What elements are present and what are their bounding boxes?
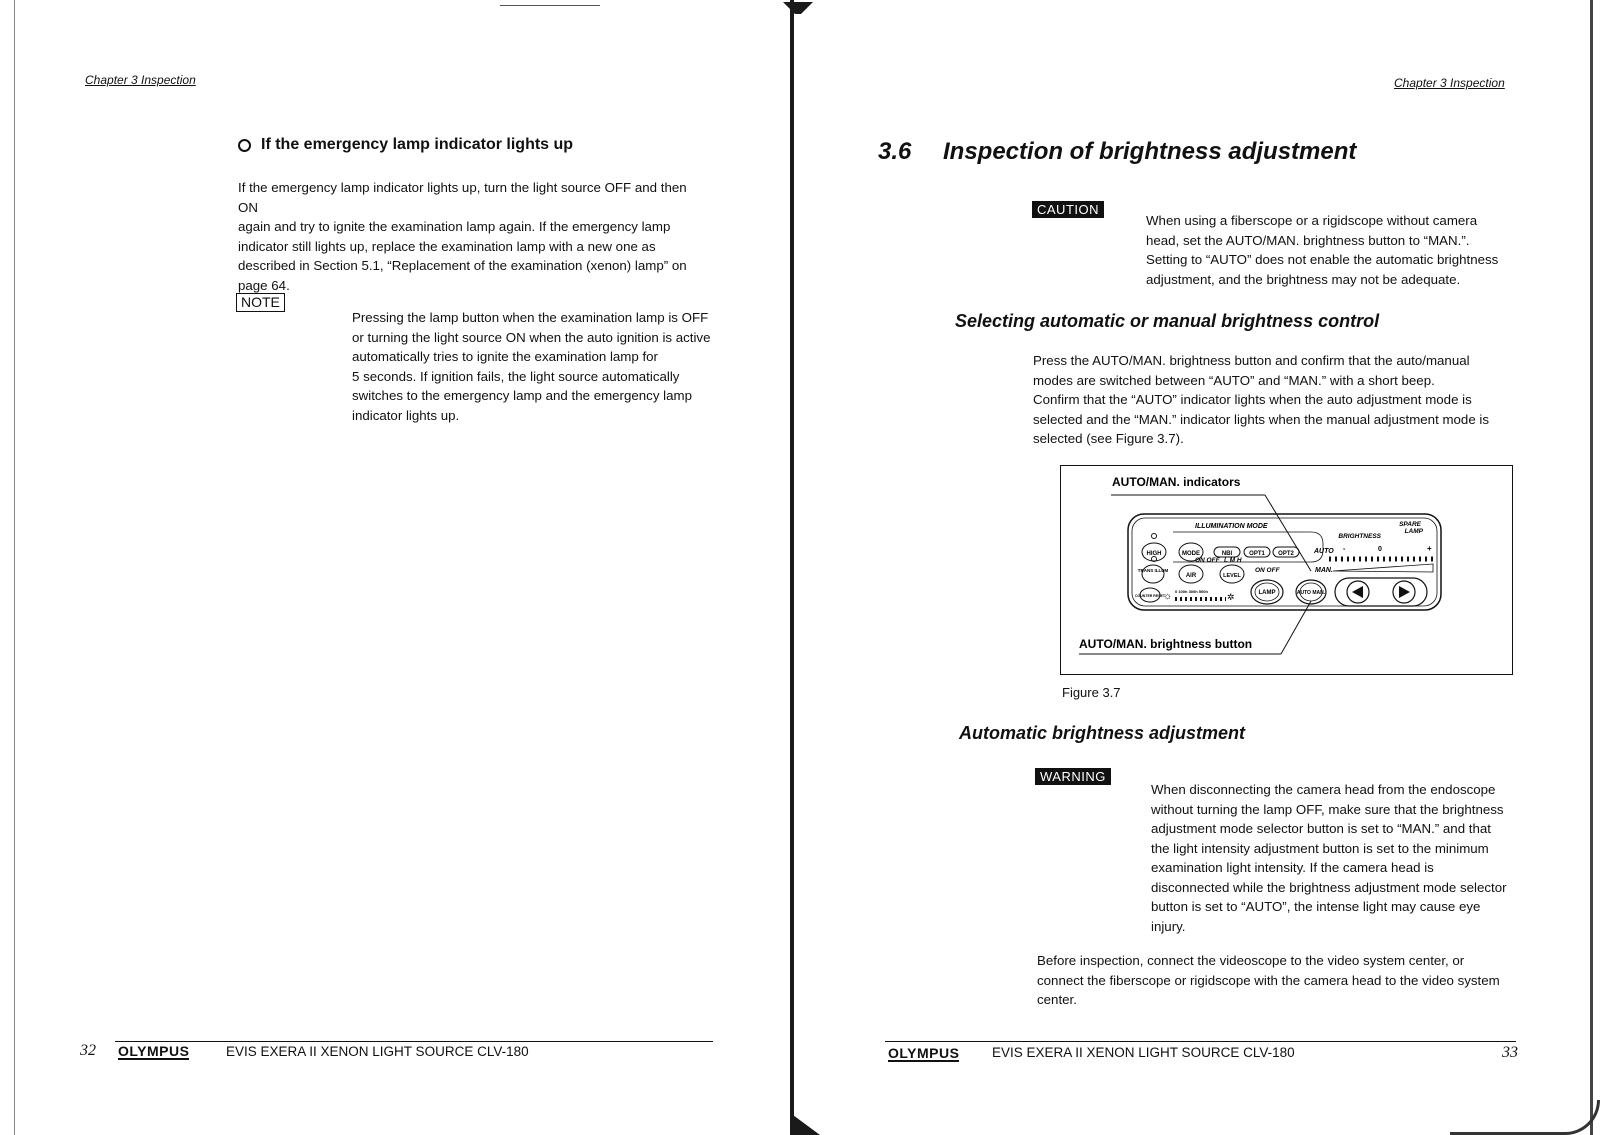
footer-rule-left [115, 1041, 713, 1042]
brightness-wedge-icon [1333, 564, 1433, 572]
text-line: Confirm that the “AUTO” indicator lights when the auto adjustment mode is [1033, 392, 1472, 407]
text-line: Press the AUTO/MAN. brightness button and confirm that the auto/manual [1033, 353, 1470, 368]
label-zero: 0 [1378, 546, 1382, 553]
label-trans-illum: TRANS ILLUM [1137, 568, 1169, 573]
text-line: 5 seconds. If ignition fails, the light source automatically [352, 368, 680, 384]
subsection-heading-automatic: Automatic brightness adjustment [959, 723, 1246, 743]
label-on-off-air: ON OFF [1195, 557, 1220, 564]
text-line: disconnected while the brightness adjustment mode selector [1151, 879, 1507, 895]
label-counter-reset: COUNTER RESET [1135, 594, 1165, 598]
selecting-paragraph [1033, 351, 1513, 449]
text-line: selected and the “MAN.” indicator lights when the manual adjustment mode is [1033, 411, 1490, 427]
text-line: examination light intensity. If the camera head is [1151, 860, 1434, 875]
section-number: 3.6 [878, 138, 912, 165]
closing-paragraph [1037, 951, 1537, 1010]
running-head-right: Chapter 3 Inspection [1394, 76, 1505, 90]
callout-leader-bottom-diagonal [1281, 601, 1311, 654]
label-nbi: NBI [1221, 551, 1233, 557]
page-number-right: 33 [1502, 1044, 1518, 1061]
text-line: again and try to ignite the examination lamp again. If the emergency lamp [238, 219, 671, 234]
callout-auto-man-indicators: AUTO/MAN. indicators [1112, 475, 1241, 489]
text-line: Pressing the lamp button when the examination lamp is OFF [352, 310, 709, 325]
text-line: automatically tries to ignite the examination lamp for [352, 349, 658, 364]
caution-badge: CAUTION [1032, 201, 1104, 218]
binding-spine [790, 0, 794, 1135]
text-line: adjustment, and the brightness may not be adequate. [1146, 271, 1461, 287]
label-auto-man-button: AUTO MAN. [1296, 590, 1326, 596]
footer-product-left: EVIS EXERA II XENON LIGHT SOURCE CLV-180 [226, 1044, 529, 1059]
text-line: button is set to “AUTO”, the intense light may cause eye [1151, 899, 1481, 914]
callout-auto-man-button: AUTO/MAN. brightness button [1079, 637, 1253, 651]
note-paragraph [352, 308, 722, 425]
label-air: AIR [1185, 573, 1197, 579]
text-line: modes are switched between “AUTO” and “MAN.” with a short beep. [1033, 372, 1435, 388]
label-opt2: OPT2 [1278, 551, 1294, 557]
figure-3-7 [1060, 465, 1513, 675]
note-label: NOTE [236, 293, 285, 312]
text-line: adjustment mode selector button is set to “MAN.” and that [1151, 821, 1491, 836]
page-number-left: 32 [80, 1042, 96, 1059]
left-arrow-icon [1352, 586, 1363, 598]
label-lmh: L M H [1224, 557, 1242, 564]
label-minus: - [1343, 546, 1346, 553]
page-edge-right [1590, 0, 1593, 1135]
footer-rule-right [885, 1041, 1516, 1042]
text-line: head, set the AUTO/MAN. brightness button to “MAN.”. [1146, 232, 1470, 248]
figure-caption: Figure 3.7 [1062, 685, 1121, 700]
label-man: MAN. [1315, 567, 1333, 574]
text-line: indicator still lights up, replace the examination lamp with a new one as [238, 238, 656, 254]
text-line: When using a fiberscope or a rigidscope without camera [1146, 213, 1478, 228]
text-line: indicator lights up. [352, 407, 460, 423]
intro-paragraph [238, 178, 708, 295]
label-on-off-lamp: ON OFF [1255, 567, 1280, 574]
running-head-left: Chapter 3 Inspection [85, 73, 196, 87]
text-line: selected (see Figure 3.7). [1033, 431, 1184, 446]
caution-paragraph [1146, 211, 1536, 289]
text-line: page 64. [238, 277, 290, 293]
binding-spine-top [783, 2, 813, 14]
label-spare: SPARE [1399, 521, 1421, 528]
label-hours-scale: 0 100h 300h 500h [1175, 589, 1208, 594]
label-plus: + [1427, 544, 1432, 553]
footer-product-right: EVIS EXERA II XENON LIGHT SOURCE CLV-180 [992, 1045, 1295, 1060]
high-indicator-icon [1152, 534, 1157, 539]
text-line: the light intensity adjustment button is set to the minimum [1151, 840, 1489, 856]
text-line: described in Section 5.1, “Replacement of the examination (xenon) lamp” on [238, 258, 687, 273]
text-line: If the emergency lamp indicator lights up, turn the light source OFF and then ON [238, 180, 687, 215]
warning-badge: WARNING [1035, 768, 1111, 785]
brand-logo-left: OLYMPUS [118, 1043, 190, 1059]
text-line: without turning the lamp OFF, make sure that the brightness [1151, 801, 1504, 817]
arrow-button-group [1335, 578, 1427, 606]
text-line: Before inspection, connect the videoscope to the video system center, or [1037, 953, 1465, 968]
label-mode: MODE [1182, 551, 1200, 557]
label-illumination-mode: ILLUMINATION MODE [1195, 523, 1268, 530]
lamp-warning-icon: ✲ [1227, 592, 1235, 602]
circle-bullet-icon [238, 139, 251, 152]
section-title: Inspection of brightness adjustment [943, 138, 1357, 165]
binding-spine-bottom [790, 1115, 820, 1135]
text-line: center. [1037, 992, 1077, 1007]
label-auto: AUTO [1314, 548, 1334, 555]
right-arrow-icon [1399, 586, 1410, 598]
label-high: HIGH [1146, 551, 1162, 557]
page-curl-corner [1450, 1100, 1600, 1135]
page-edge-left [14, 0, 15, 1135]
control-panel-diagram [1061, 466, 1514, 676]
text-line: or turning the light source ON when the auto ignition is active [352, 329, 711, 345]
label-lamp: LAMP [1404, 528, 1423, 535]
scan-rule-top [500, 5, 600, 6]
text-line: Setting to “AUTO” does not enable the automatic brightness [1146, 252, 1499, 267]
text-line: injury. [1151, 918, 1186, 934]
text-line: switches to the emergency lamp and the emergency lamp [352, 388, 692, 403]
sun-icon: ☼ [1163, 591, 1173, 602]
warning-paragraph [1151, 780, 1551, 936]
label-level: LEVEL [1223, 573, 1241, 579]
label-lamp-button: LAMP [1258, 590, 1276, 596]
brand-logo-right: OLYMPUS [888, 1045, 960, 1061]
section-heading-3-6 [878, 138, 1356, 166]
text-line: When disconnecting the camera head from the endoscope [1151, 782, 1496, 797]
callout-leader-top-diagonal [1265, 495, 1311, 571]
label-opt1: OPT1 [1249, 551, 1265, 557]
text-line: connect the fiberscope or rigidscope with the camera head to the video system [1037, 972, 1500, 988]
section-heading-emergency [238, 136, 573, 154]
section-heading-text: If the emergency lamp indicator lights up [261, 136, 574, 153]
subsection-heading-selecting: Selecting automatic or manual brightness control [955, 311, 1380, 331]
label-brightness: BRIGHTNESS [1338, 533, 1381, 540]
